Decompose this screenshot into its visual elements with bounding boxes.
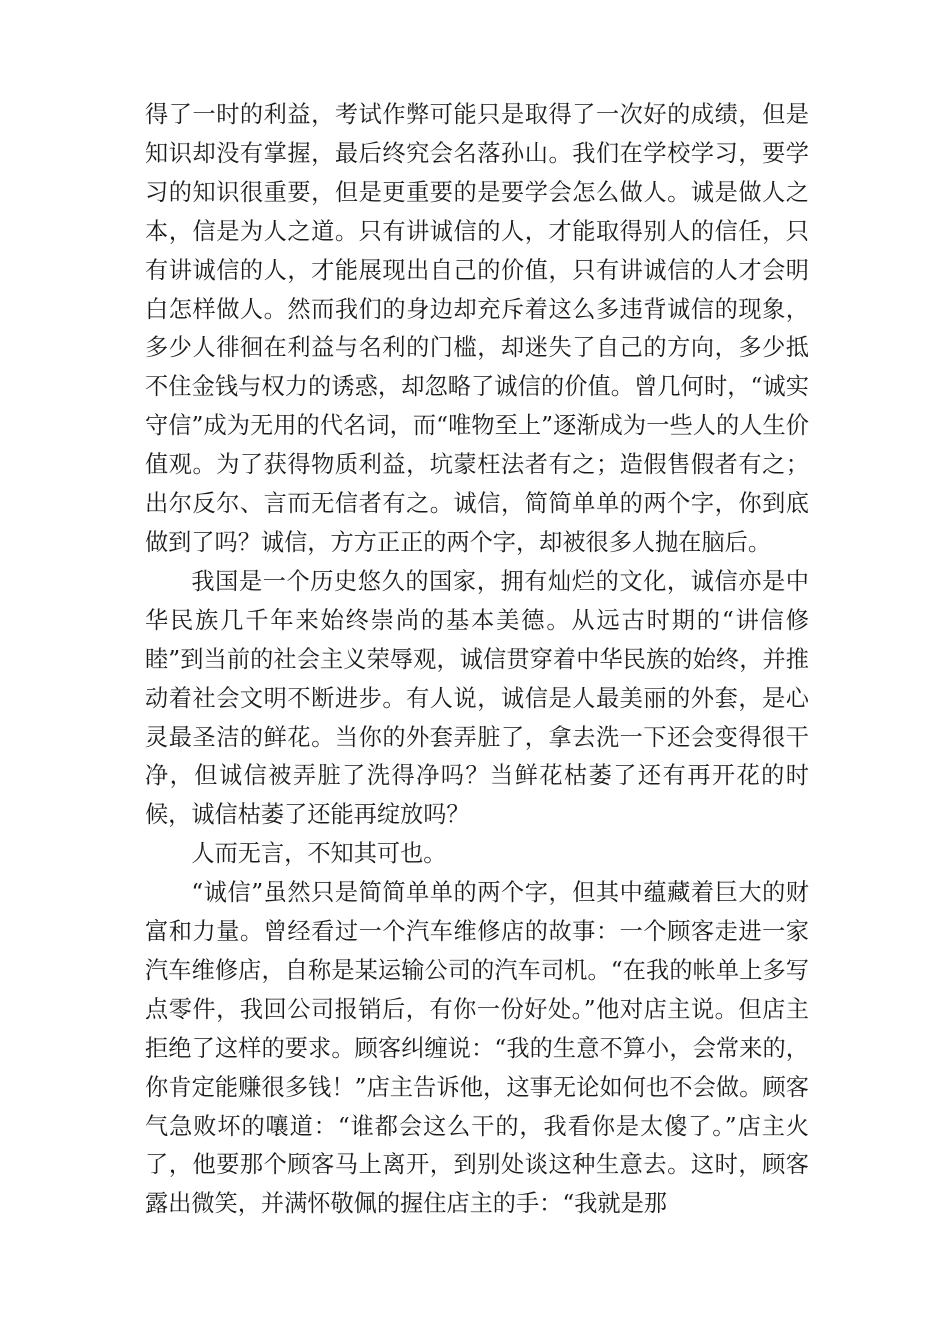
- paragraph-3: 人而无言，不知其可也。: [191, 840, 447, 868]
- paragraph-4: “诚信”虽然只是简简单单的两个字，但其中蕴藏着巨大的财富和力量。曾经看过一个汽车维修店的故事：一个顾客走进一家汽车维修店，自称是某运输公司的汽车司机。“在我的帐单上多写点零件，我回公司报销后，有你一份好处。”他对店主说。但店主拒绝了这样的要求。顾客纠缠说：“我的生意不算小，会常来的，你肯定能赚很多钱！”店主告诉他，这事无论如何也不会做。顾客气急败坏的嚷道：“谁都会这么干的，我看你是太傻了。”店主火了，他要那个顾客马上离开，到别处谈这种生意去。这时，顾客露出微笑，并满怀敬佩的握住店主的手：“我就是那: [145, 879, 809, 1218]
- paragraph-2: 我国是一个历史悠久的国家，拥有灿烂的文化，诚信亦是中华民族几千年来始终崇尚的基本美德。从远古时期的“讲信修睦”到当前的社会主义荣辱观，诚信贯穿着中华民族的始终，并推动着社会文明不断进步。有人说，诚信是人最美丽的外套，是心灵最圣洁的鲜花。当你的外套弄脏了，拿去洗一下还会变得很干净，但诚信被弄脏了洗得净吗？当鲜花枯萎了还有再开花的时候，诚信枯萎了还能再绽放吗？: [145, 567, 809, 829]
- paragraph-1: 得了一时的利益，考试作弊可能只是取得了一次好的成绩，但是知识却没有掌握，最后终究会名落孙山。我们在学校学习，要学习的知识很重要，但是更重要的是要学会怎么做人。诚是做人之本，信是为人之道。只有讲诚信的人，才能取得别人的信任，只有讲诚信的人，才能展现出自己的价值，只有讲诚信的人才会明白怎样做人。然而我们的身边却充斥着这么多违背诚信的现象，多少人徘徊在利益与名利的门槛，却迷失了自己的方向，多少抵不住金钱与权力的诱惑，却忽略了诚信的价值。曾几何时，“诚实守信”成为无用的代名词，而“唯物至上”逐渐成为一些人的人生价值观。为了获得物质利益，坑蒙枉法者有之；造假售假者有之；出尔反尔、言而无信者有之。诚信，简简单单的两个字，你到底做到了吗？诚信，方方正正的两个字，却被很多人抛在脑后。: [145, 101, 809, 556]
- document-body: [145, 96, 809, 1224]
